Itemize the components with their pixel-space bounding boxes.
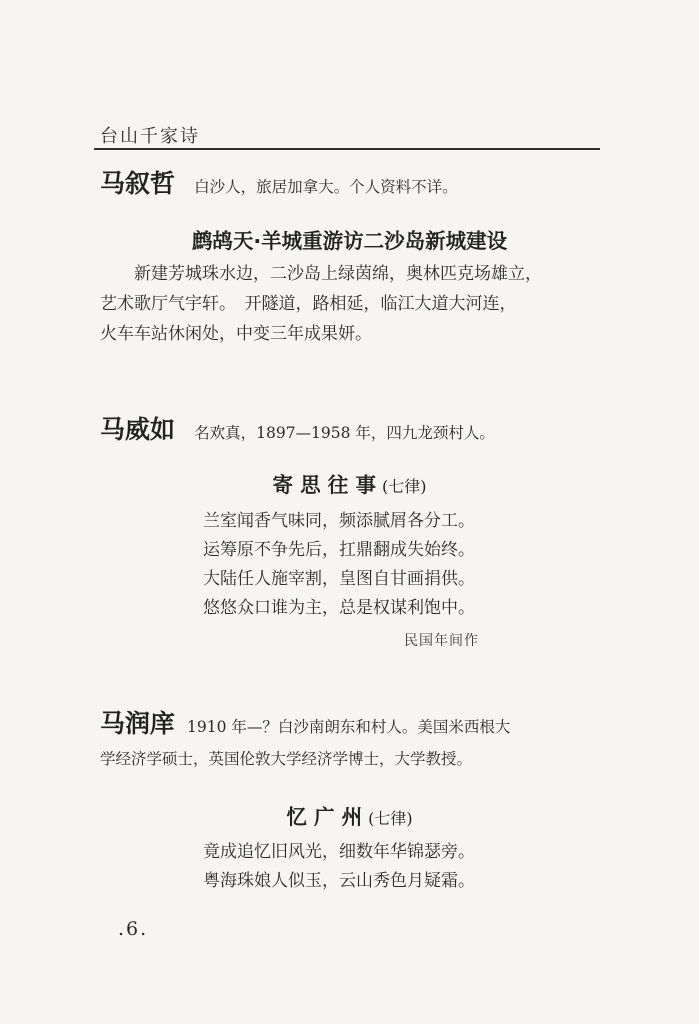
author-name: 马润庠 [100, 709, 176, 738]
author-entry-1 [100, 164, 458, 200]
poem-body [203, 838, 475, 896]
poem-title [0, 224, 699, 254]
author-bio: 名欢真，1897—1958 年，四九龙颈村人。 [194, 424, 495, 442]
poem-form: (七律) [381, 477, 427, 496]
author-row [100, 708, 605, 743]
author-name: 马威如 [100, 415, 176, 444]
poem-line: 艺术歌厅气宇轩。 开隧道，路相延，临江大道大河连， [100, 294, 517, 314]
author-bio-line: 学经济学硕士，英国伦敦大学经济学博士，大学教授。 [100, 750, 473, 768]
poem-line: 粤海珠娘人似玉，云山秀色月疑霜。 [203, 871, 475, 891]
running-head: 台山千家诗 [100, 126, 200, 147]
page-number: .6. [118, 918, 149, 940]
poem-line: 新建芳城珠水边，二沙岛上绿茵绵，奥林匹克场雄立， [134, 264, 542, 284]
poem-line: 火车车站休闲处，中变三年成果妍。 [100, 324, 372, 344]
poem-title-text: 鹧鸪天·羊城重游访二沙岛新城建设 [191, 229, 508, 253]
poem-body [100, 259, 605, 349]
poem-body [203, 507, 475, 623]
poem-line: 大陆任人施宰割，皇图自甘画捐供。 [203, 569, 475, 589]
poem-title-text: 忆 广 州 [286, 805, 363, 829]
header-rule [94, 148, 600, 150]
poem-title-text: 寄 思 往 事 [272, 473, 376, 497]
poem-title [0, 468, 699, 498]
poem-date-note: 民国年间作 [404, 633, 479, 649]
poem-form: (七律) [368, 809, 413, 828]
author-entry-3 [100, 708, 605, 775]
author-bio: 白沙人，旅居加拿大。个人资料不详。 [194, 178, 458, 196]
author-bio-line: 1910 年—？白沙南朗东和村人。美国米西根大 [187, 718, 511, 736]
author-name: 马叙哲 [100, 169, 176, 198]
poem-line: 竟成追忆旧风光，细数年华锦瑟旁。 [203, 842, 475, 862]
poem-title [0, 800, 699, 830]
poem-line: 运筹原不争先后，扛鼎翻成失始终。 [203, 540, 475, 560]
poem-line: 悠悠众口谁为主，总是权谋利饱中。 [203, 598, 475, 618]
author-entry-2 [100, 410, 495, 446]
poem-line: 兰室闻香气味同，频添腻屑各分工。 [203, 511, 475, 531]
